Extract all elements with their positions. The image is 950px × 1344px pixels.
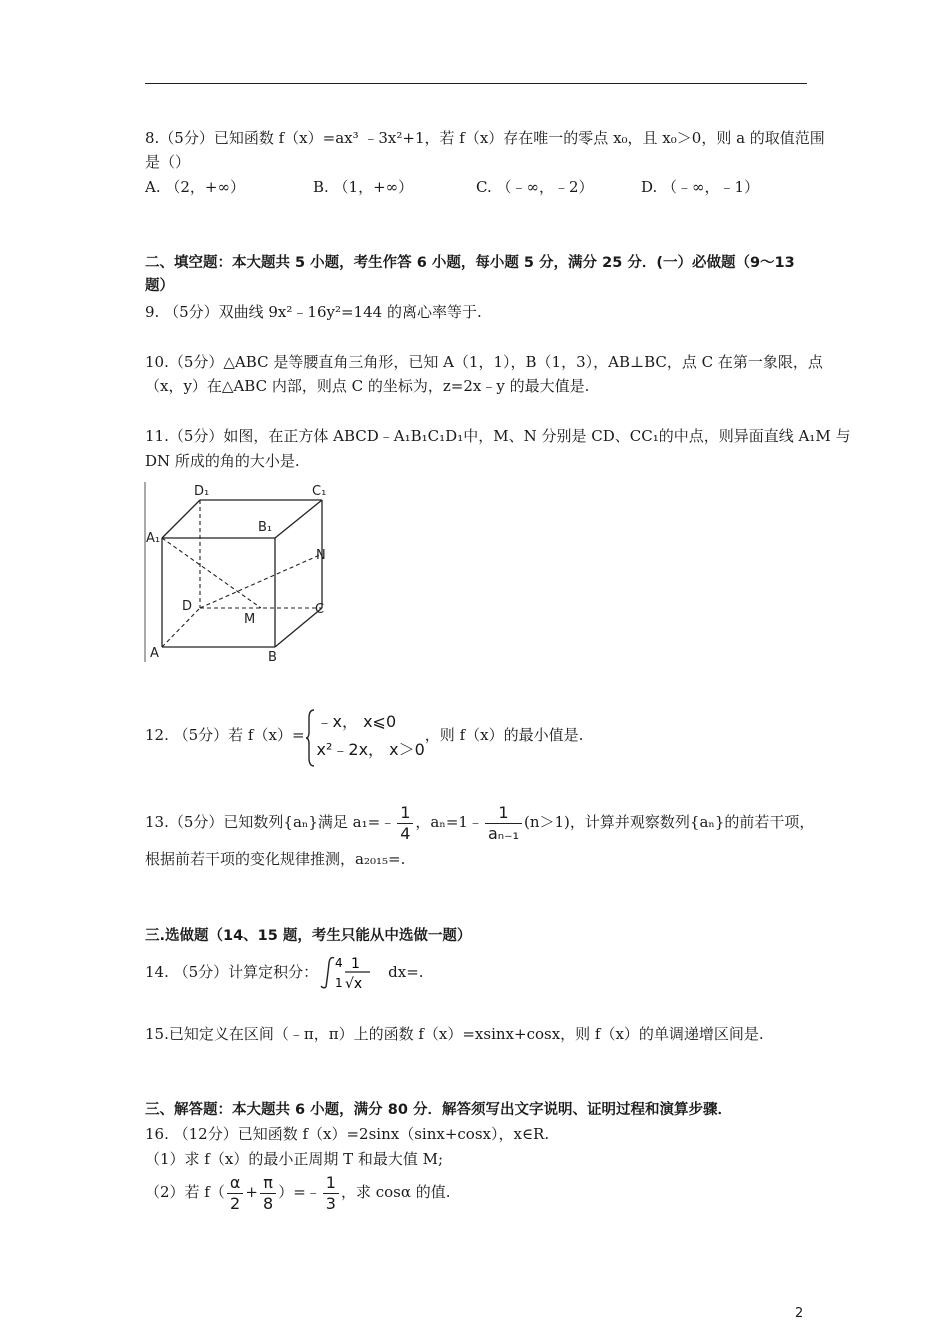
q12-suffix: ，则 f（x）的最小值是. <box>424 726 584 744</box>
frac-numerator: 1 <box>485 803 522 824</box>
q13-fraction-2 <box>485 803 522 844</box>
frac-numerator: π <box>260 1173 276 1194</box>
q12-case2: x²﹣2x， x＞0 <box>316 740 425 759</box>
frac-numerator: 1 <box>323 1173 339 1194</box>
q16-fraction-pi <box>260 1173 276 1214</box>
section3-header: 三.选做题（14、15 题，考生只能从中选做一题） <box>145 928 472 944</box>
q10-line1: 10.（5分）△ABC 是等腰直角三角形，已知 A（1，1），B（1，3），AB⊥BC，点 C 在第一象限，点 <box>145 353 823 371</box>
label-n: N <box>316 548 326 563</box>
label-m: M <box>244 612 256 627</box>
q14-prefix: 14. （5分）计算定积分： <box>145 963 319 981</box>
label-a: A <box>150 646 159 661</box>
brace-icon <box>305 708 315 768</box>
q13-prefix: 13.（5分）已知数列{aₙ}满足 a₁=﹣ <box>145 813 396 831</box>
section2-header-cont: 题） <box>145 278 174 294</box>
q16-part2-suffix: ，求 cosα 的值. <box>340 1183 451 1201</box>
q9: 9. （5分）双曲线 9x²﹣16y²=144 的离心率等于. <box>145 303 482 321</box>
segment-a1m <box>162 538 261 608</box>
frac-denominator: 2 <box>230 1193 241 1213</box>
q11-line2: DN 所成的角的大小是. <box>145 452 300 470</box>
frac-denominator: 8 <box>263 1193 274 1213</box>
label-b: B <box>268 650 277 665</box>
q16-part1: （1）求 f（x）的最小正周期 T 和最大值 M; <box>145 1150 444 1168</box>
frac-denominator: 4 <box>400 823 411 843</box>
label-d: D <box>182 599 193 614</box>
q16-part2 <box>145 1170 451 1214</box>
header-rule <box>145 83 807 84</box>
q16-line1: 16. （12分）已知函数 f（x）=2sinx（sinx+cosx），x∈R. <box>145 1125 550 1143</box>
choice-a: A. （2，+∞） <box>145 178 245 196</box>
choice-c: C. （﹣∞，﹣2） <box>476 178 594 196</box>
cube-figure <box>140 480 340 670</box>
q8-choices <box>145 177 759 197</box>
frac-numerator: 1 <box>397 803 413 824</box>
q14 <box>145 952 424 993</box>
q16-plus: + <box>245 1183 258 1201</box>
q13-line1 <box>145 800 814 844</box>
integral-lower-limit: 1 <box>335 976 343 991</box>
q16-part2-prefix: （2）若 f（ <box>145 1183 225 1201</box>
q13-line2: 根据前若干项的变化规律推测，a₂₀₁₅=. <box>145 850 406 868</box>
integral-icon <box>318 953 388 993</box>
q16-eq: ）=﹣ <box>278 1183 321 1201</box>
section4-header: 三、解答题：本大题共 6 小题，满分 80 分．解答须写出文字说明、证明过程和演算步骤． <box>145 1102 732 1118</box>
edge-ad-hidden <box>162 608 200 647</box>
q8-line2: 是（） <box>145 153 191 171</box>
q13-suffix: (n＞1)，计算并观察数列{aₙ}的前若干项， <box>524 813 815 831</box>
label-c: C <box>315 602 325 617</box>
integrand-denominator: √x <box>345 976 363 993</box>
q10-line2: （x，y）在△ABC 内部，则点 C 的坐标为，z=2x﹣y 的最大值是. <box>145 377 590 395</box>
q11-line1: 11.（5分）如图，在正方体 ABCD﹣A₁B₁C₁D₁中，M、N 分别是 CD、CC₁的中点，则异面直线 A₁M 与 <box>145 427 851 445</box>
frac-numerator: α <box>227 1173 244 1194</box>
choice-d: D. （﹣∞，﹣1） <box>641 178 760 196</box>
frac-denominator: aₙ₋₁ <box>487 823 519 843</box>
edge-a1d1 <box>162 500 200 538</box>
label-a1: A₁ <box>146 531 161 546</box>
q8-line1: 8.（5分）已知函数 f（x）=ax³ ﹣3x²+1，若 f（x）存在唯一的零点 x₀，且 x₀＞0，则 a 的取值范围 <box>145 129 825 147</box>
label-b1: B₁ <box>258 520 273 535</box>
q14-suffix: dx=. <box>388 963 424 981</box>
edge-b1c1 <box>275 500 322 538</box>
q16-fraction-alpha <box>227 1173 244 1214</box>
integral-expression <box>318 953 388 994</box>
integrand-numerator: 1 <box>351 956 361 973</box>
label-d1: D₁ <box>194 484 210 499</box>
q13-fraction-1 <box>397 803 413 844</box>
q12-case1: ﹣x， x⩽0 <box>316 712 397 731</box>
q15: 15.已知定义在区间（﹣π，π）上的函数 f（x）=xsinx+cosx，则 f（x）的单调递增区间是. <box>145 1025 764 1043</box>
choice-b: B. （1，+∞） <box>313 178 414 196</box>
q13-mid: ，aₙ=1﹣ <box>415 813 483 831</box>
segment-dn <box>200 554 322 608</box>
page-number: 2 <box>795 1306 804 1321</box>
frac-denominator: 3 <box>325 1193 336 1213</box>
piecewise-function <box>305 708 425 764</box>
q12-prefix: 12. （5分）若 f（x）= <box>145 726 305 744</box>
label-c1: C₁ <box>312 484 327 499</box>
q12 <box>145 705 583 765</box>
section2-header: 二、填空题：本大题共 5 小题，考生作答 6 小题，每小题 5 分，满分 25 分．(一）必做题（9～13 <box>145 255 795 271</box>
q16-fraction-third <box>323 1173 339 1214</box>
integral-upper-limit: 4 <box>335 956 343 971</box>
